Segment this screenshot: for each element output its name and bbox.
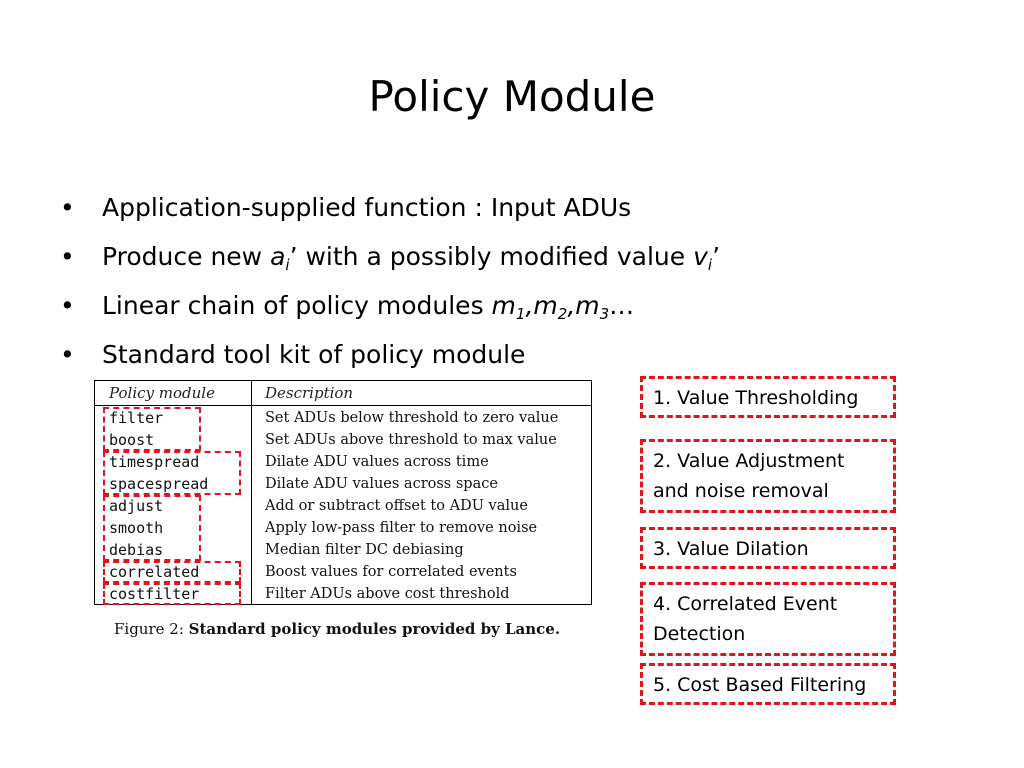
module-timespread: timespread <box>109 453 200 471</box>
description-debias: Median filter DC debiasing <box>265 542 464 558</box>
description-timespread: Dilate ADU values across time <box>265 454 489 470</box>
group-box-correlated <box>103 561 241 583</box>
module-boost: boost <box>109 431 155 449</box>
bullet-item <box>56 286 720 335</box>
group-box-adjustment <box>103 495 201 561</box>
group-box-cost <box>103 583 241 605</box>
header-rule <box>95 405 591 406</box>
description-costfilter: Filter ADUs above cost threshold <box>265 586 510 602</box>
description-filter: Set ADUs below threshold to zero value <box>265 410 559 426</box>
bullet-icon: • <box>60 242 75 271</box>
bullet-icon: • <box>60 291 75 320</box>
category-box-value-adjustment: 2. Value Adjustment and noise removal <box>640 439 896 513</box>
policy-module-table <box>94 380 592 605</box>
variable-v: v <box>693 242 708 271</box>
group-box-dilation <box>103 451 241 495</box>
description-adjust: Add or subtract offset to ADU value <box>265 498 528 514</box>
module-correlated: correlated <box>109 563 200 581</box>
variable-m: m <box>491 291 516 320</box>
bullet-item <box>56 335 720 384</box>
module-spacespread: spacespread <box>109 475 209 493</box>
module-filter: filter <box>109 409 164 427</box>
variable-m: m <box>575 291 600 320</box>
module-debias: debias <box>109 541 164 559</box>
variable-a: a <box>270 242 286 271</box>
subscript-i: i <box>707 256 713 274</box>
bullet-icon: • <box>60 340 75 369</box>
subscript-3: 3 <box>599 305 610 323</box>
bullet-text: Application-supplied function : Input ADUs <box>102 193 632 222</box>
subscript-1: 1 <box>515 305 526 323</box>
header-policy-module: Policy module <box>109 384 215 402</box>
column-divider <box>251 381 252 604</box>
description-boost: Set ADUs above threshold to max value <box>265 432 557 448</box>
category-box-value-dilation: 3. Value Dilation <box>640 527 896 569</box>
bullet-icon: • <box>60 193 75 222</box>
subscript-i: i <box>285 256 290 274</box>
slide-title: Policy Module <box>368 72 656 121</box>
module-adjust: adjust <box>109 497 164 515</box>
category-box-cost-filtering: 5. Cost Based Filtering <box>640 663 896 705</box>
description-spacespread: Dilate ADU values across space <box>265 476 498 492</box>
caption-text: Standard policy modules provided by Lance. <box>188 620 561 638</box>
subscript-2: 2 <box>557 305 568 323</box>
bullet-list <box>56 188 720 384</box>
bullet-item <box>56 237 720 286</box>
bullet-text: … <box>609 291 635 320</box>
bullet-text: ’ <box>712 242 721 271</box>
bullet-item <box>56 188 720 237</box>
category-box-value-thresholding: 1. Value Thresholding <box>640 376 896 418</box>
header-description: Description <box>265 384 354 402</box>
bullet-text: ’ with a possibly modified value <box>289 242 694 271</box>
description-correlated: Boost values for correlated events <box>265 564 517 580</box>
comma: , <box>567 291 576 320</box>
group-box-thresholding <box>103 407 201 451</box>
comma: , <box>525 291 534 320</box>
bullet-text: Linear chain of policy modules <box>102 291 492 320</box>
figure-caption <box>114 620 560 638</box>
variable-m: m <box>533 291 558 320</box>
bullet-text: Standard tool kit of policy module <box>102 340 526 369</box>
category-box-correlated-event: 4. Correlated Event Detection <box>640 582 896 656</box>
bullet-text: Produce new <box>102 242 271 271</box>
module-costfilter: costfilter <box>109 585 200 603</box>
caption-prefix: Figure 2: <box>114 620 184 638</box>
description-smooth: Apply low-pass filter to remove noise <box>265 520 538 536</box>
module-smooth: smooth <box>109 519 164 537</box>
